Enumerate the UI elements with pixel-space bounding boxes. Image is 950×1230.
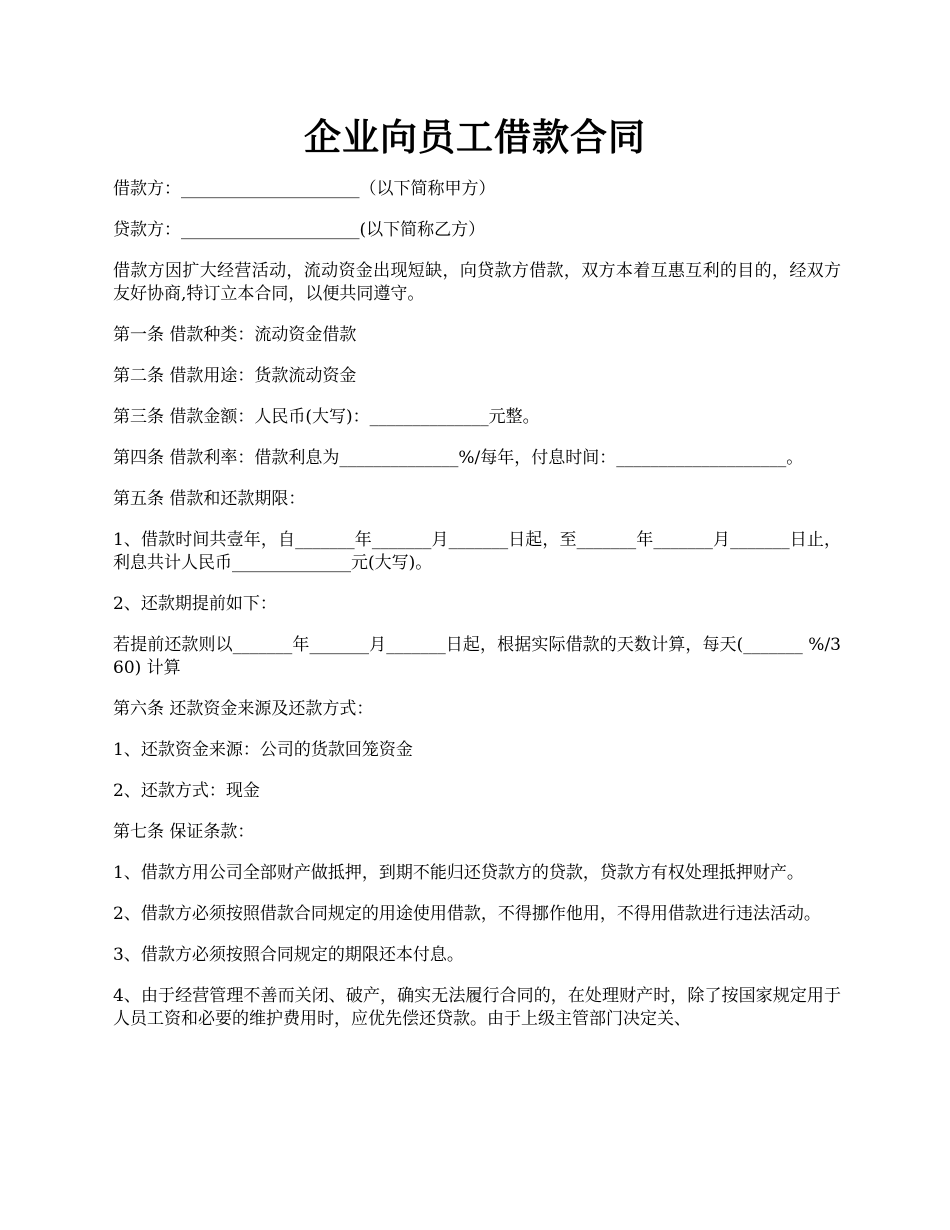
article-6-item-2: 2、还款方式：现金 (113, 781, 260, 801)
article-6-item-1: 1、还款资金来源：公司的货款回笼资金 (113, 740, 413, 760)
article-7-item-3: 3、借款方必须按照合同规定的期限还本付息。 (113, 945, 464, 965)
article-6-heading: 第六条 还款资金来源及还款方式： (113, 699, 374, 719)
article-7-item-4: 4、由于经营管理不善而关闭、破产，确实无法履行合同的，在处理财产时，除了按国家规定用于人员工资和必要的维护费用时，应优先偿还贷款。由于上级主管部门决定关、 (113, 986, 841, 1029)
article-5-item-2: 2、还款期提前如下： (113, 594, 277, 614)
article-1-loan-type: 第一条 借款种类：流动资金借款 (113, 325, 357, 345)
lender-line: 贷款方：_____________________(以下简称乙方） (113, 220, 486, 240)
article-5-item-1: 1、借款时间共壹年，自_______年_______月_______日起，至_______年_______月_______日止，利息共计人民币______________元(大写)。 (113, 530, 841, 573)
document-body (113, 178, 841, 1049)
article-7-item-1: 1、借款方用公司全部财产做抵押，到期不能归还贷款方的贷款，贷款方有权处理抵押财产。 (113, 863, 804, 883)
borrower-line: 借款方：_____________________（以下简称甲方） (113, 179, 496, 199)
early-repayment-paragraph: 若提前还款则以_______年_______月_______日起，根据实际借款的天数计算，每天(_______ %/360) 计算 (113, 635, 841, 678)
article-7-item-2: 2、借款方必须按照借款合同规定的用途使用借款，不得挪作他用，不得用借款进行违法活动。 (113, 904, 821, 924)
article-2-loan-purpose: 第二条 借款用途：货款流动资金 (113, 366, 357, 386)
article-5-heading: 第五条 借款和还款期限： (113, 489, 306, 509)
preamble-paragraph: 借款方因扩大经营活动，流动资金出现短缺，向贷款方借款，双方本着互惠互利的目的，经双方友好协商,特订立本合同，以便共同遵守。 (113, 261, 841, 304)
document-title: 企业向员工借款合同 (304, 115, 646, 159)
article-3-loan-amount: 第三条 借款金额：人民币(大写)：______________元整。 (113, 407, 540, 427)
article-7-heading: 第七条 保证条款： (113, 822, 255, 842)
article-4-interest-rate: 第四条 借款利率：借款利息为______________%/每年，付息时间：____________________。 (113, 448, 804, 468)
